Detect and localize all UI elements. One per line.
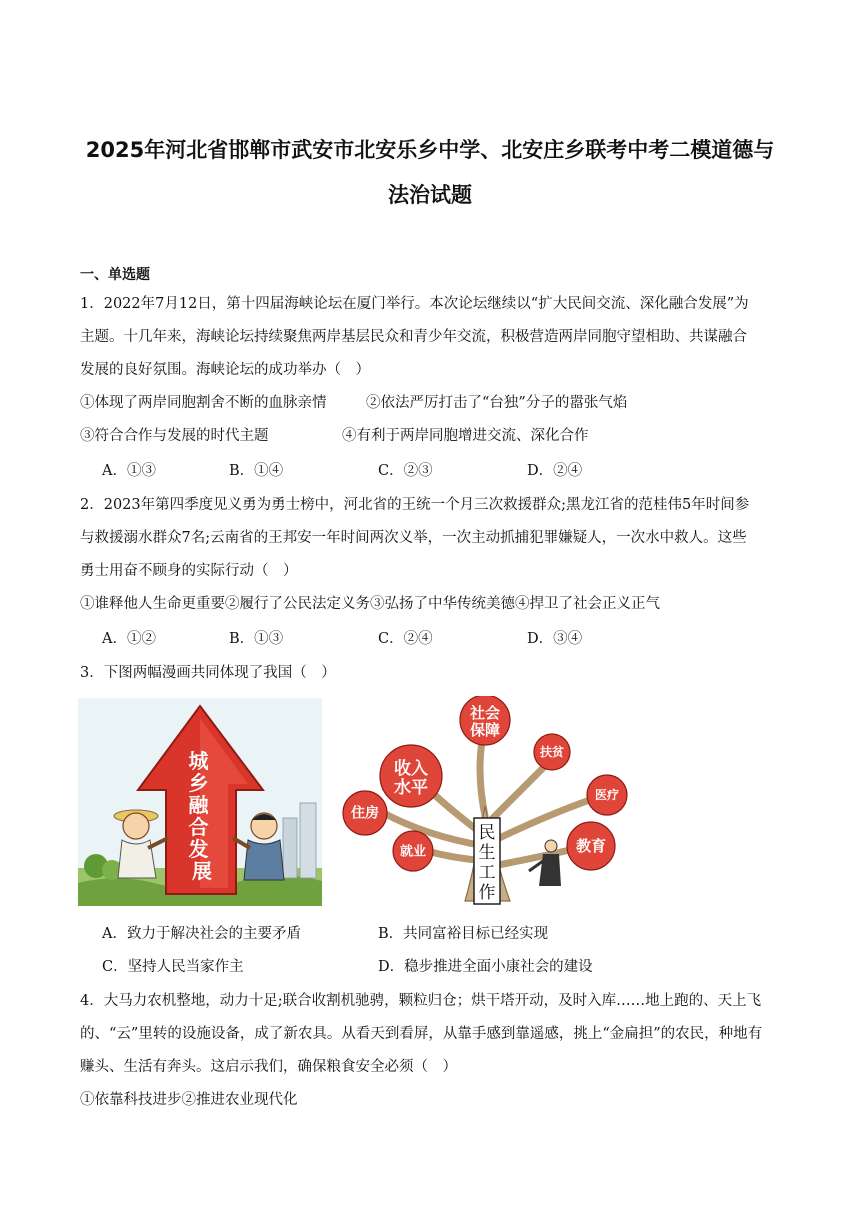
page-title: 2025年河北省邯郸市武安市北安乐乡中学、北安庄乡联考中考二模道德与 xyxy=(85,138,775,162)
q1-option-d[interactable]: D．②④ xyxy=(527,463,583,479)
q1-statement-1: ①体现了两岸同胞割舍不断的血脉亲情 xyxy=(80,395,327,411)
q1-statement-4: ④有利于两岸同胞增进交流、深化合作 xyxy=(342,428,589,444)
balloon-label-7: 教育 xyxy=(575,837,607,855)
q1-line1: 1．2022年7月12日，第十四届海峡论坛在厦门举行。本次论坛继续以“扩大民间交流、深化融合发展”为 xyxy=(80,296,749,312)
cartoon-urban-rural-integration xyxy=(78,698,322,906)
q3-line1: 3．下图两幅漫画共同体现了我国（ ） xyxy=(80,665,336,681)
q3-option-a[interactable]: A．致力于解决社会的主要矛盾 xyxy=(102,926,301,942)
trunk-label: 民生工作 xyxy=(478,823,496,903)
balloon-label-2: 收入水平 xyxy=(394,759,428,798)
balloon-label-1: 社会保障 xyxy=(469,704,501,739)
q4-line3: 赚头、生活有奔头。这启示我们，确保粮食安全必须（ ） xyxy=(80,1059,457,1075)
q1-statement-2: ②依法严厉打击了“台独”分子的嚣张气焰 xyxy=(366,395,628,411)
balloon-label-6: 就业 xyxy=(399,844,427,860)
q4-line1: 4．大马力农机整地，动力十足;联合收割机驰骋，颗粒归仓；烘干塔开动，及时入库……地上跑的、天上飞 xyxy=(80,993,762,1009)
q2-line2: 与救援溺水群众7名;云南省的王邦安一年时间两次义举，一次主动抓捕犯罪嫌疑人，一次水中救人。这些 xyxy=(80,530,747,546)
q2-line3: 勇士用奋不顾身的实际行动（ ） xyxy=(80,563,298,579)
balloon-label-5: 住房 xyxy=(351,805,379,822)
q3-option-b[interactable]: B．共同富裕目标已经实现 xyxy=(378,926,549,942)
q2-statements: ①谁释他人生命更重要②履行了公民法定义务③弘扬了中华传统美德④捍卫了社会正义正气 xyxy=(80,596,660,612)
q1-line2: 主题。十几年来，海峡论坛持续聚焦两岸基层民众和青少年交流，积极营造两岸同胞守望相助、共谋融合 xyxy=(80,329,747,345)
q2-option-d[interactable]: D．③④ xyxy=(527,631,583,647)
q2-line1: 2．2023年第四季度见义勇为勇士榜中，河北省的王统一个月三次救援群众;黑龙江省的范桂伟5年时间参 xyxy=(80,497,750,513)
q1-option-a[interactable]: A．①③ xyxy=(102,463,156,479)
section-heading: 一、单选题 xyxy=(80,267,150,283)
q1-statement-3: ③符合合作与发展的时代主题 xyxy=(80,428,269,444)
q2-option-a[interactable]: A．①② xyxy=(102,631,156,647)
q2-option-b[interactable]: B．①③ xyxy=(229,631,284,647)
arrow-label: 城 乡 融 合 发 展 xyxy=(188,749,212,883)
q4-statements: ①依靠科技进步②推进农业现代化 xyxy=(80,1092,298,1108)
q4-line2: 的、“云”里转的设施设备，成了新农具。从看天到看屏，从靠手感到靠遥感，挑上“金扁担”的农民，种地有 xyxy=(80,1026,763,1042)
q3-option-d[interactable]: D．稳步推进全面小康社会的建设 xyxy=(378,959,593,975)
q3-option-c[interactable]: C．坚持人民当家作主 xyxy=(102,959,244,975)
page-title-line2: 法治试题 xyxy=(388,183,472,207)
q1-option-c[interactable]: C．②③ xyxy=(378,463,433,479)
q1-line3: 发展的良好氛围。海峡论坛的成功举办（ ） xyxy=(80,362,370,378)
balloon-label-4: 医疗 xyxy=(594,788,620,802)
q1-option-b[interactable]: B．①④ xyxy=(229,463,284,479)
balloon-label-3: 扶贫 xyxy=(539,745,565,759)
q2-option-c[interactable]: C．②④ xyxy=(378,631,433,647)
cartoon-livelihood-tree xyxy=(325,696,637,906)
